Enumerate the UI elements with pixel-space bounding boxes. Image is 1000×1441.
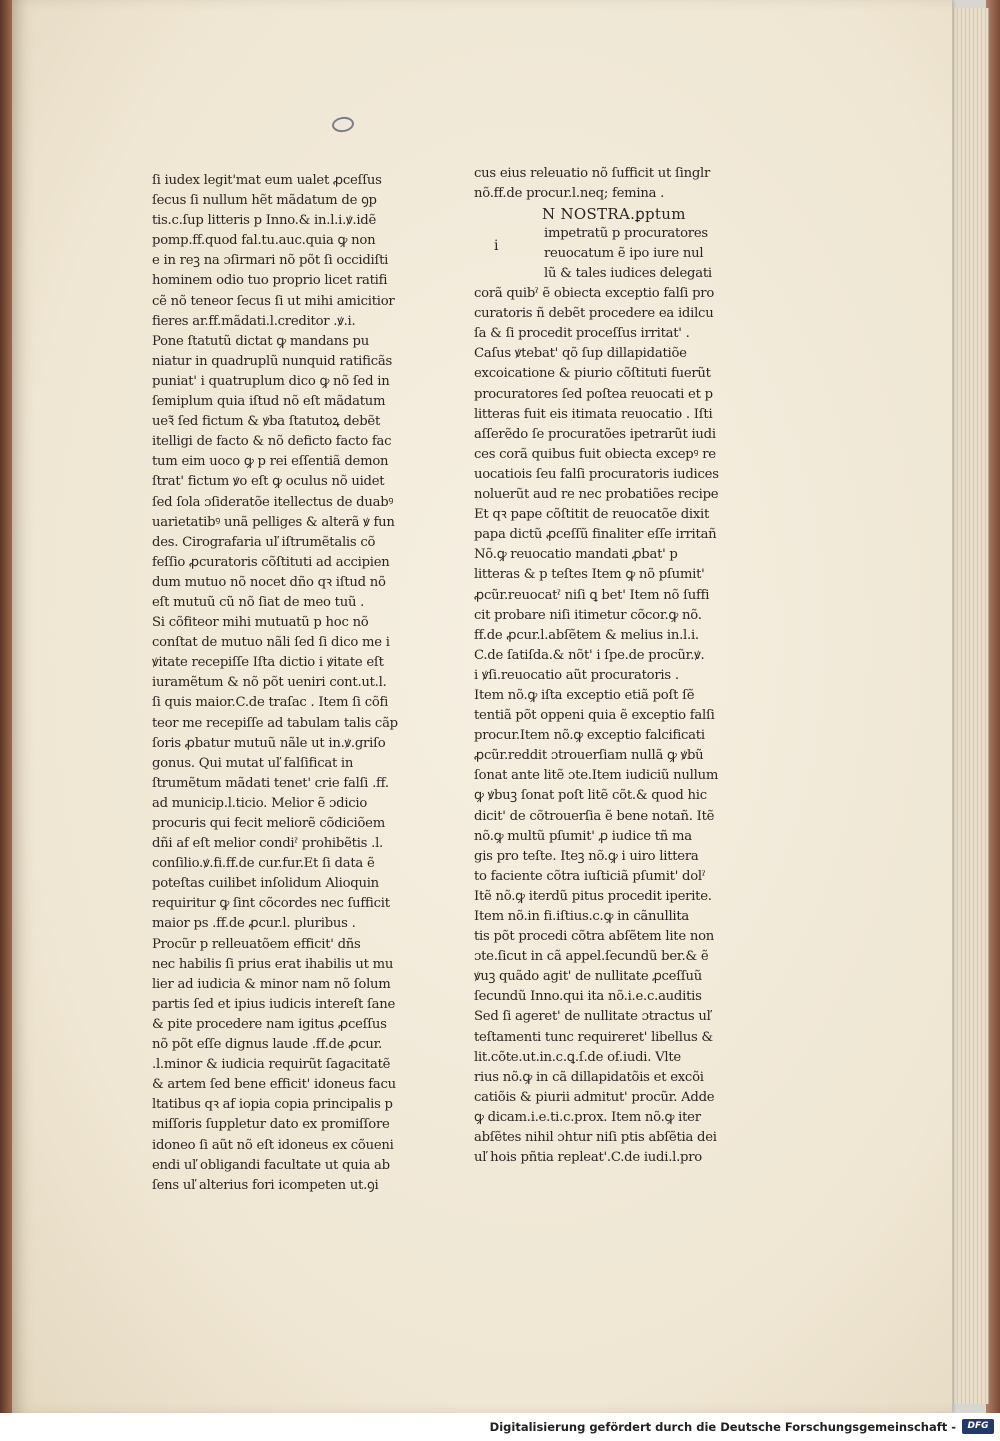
text-line: iuramẽtum & nõ põt ueniri cont.ut.l.: [152, 675, 387, 691]
text-line: tis põt procedi cõtra abſẽtem lite non: [474, 929, 715, 945]
text-line: gonus. Qui mutat uľ falſificat in: [152, 755, 354, 771]
text-line: procur.Item nõ.ꝙ exceptio falcificati: [474, 728, 705, 744]
text-line: ꝙ dicam.i.e.ti.c.prox. Item nõ.ꝙ iter: [474, 1109, 701, 1125]
heading-line: lũ & tales iudices delegati: [544, 266, 712, 282]
text-line: Nõ.ꝙ reuocatio mandati ꝓbat' p: [474, 547, 678, 563]
text-line: dñi af eſt melior condiˀ prohibẽtis .l.: [152, 836, 383, 852]
footer-bar: [0, 1413, 1000, 1441]
text-line: curatoris ñ debẽt procedere ea idilcu: [474, 306, 714, 322]
text-line: tentiã põt oppeni quia ẽ exceptio falſi: [474, 708, 715, 724]
text-line: lit.cõte.ut.in.c.ꝗ.ſ.de of.iudi. Vlte: [474, 1049, 681, 1065]
right-text-column: [474, 164, 719, 1168]
text-line: Itẽ nõ.ꝙ iterdũ pitus procedit iperite.: [474, 888, 712, 904]
text-line: partis ſed et ipius iudicis intereſt ſane: [152, 996, 396, 1012]
text-line: Item nõ.in fi.iſtius.c.ꝙ in cãnullita: [474, 909, 690, 924]
text-line: cẽ nõ teneor ſecus ſi ut mihi amicitior: [152, 293, 395, 309]
text-line: poteſtas cuilibet inſolidum Alioquin: [152, 876, 379, 892]
section-heading: [474, 204, 714, 304]
text-line: ſa & ſi procedit proceſſus irritat' .: [474, 326, 690, 342]
text-line: Caſus ꝟtebat' qõ ſup dillapidatiõe: [474, 346, 687, 362]
left-text-column: [152, 171, 402, 1196]
text-line: puniat' i quatruplum dico ꝙ nõ ſed in: [152, 373, 390, 389]
text-line: C.de ſatiſda.& nõt' i ſpe.de procũr.ꝟ.: [474, 647, 705, 663]
text-line: catiõis & piurii admitut' procũr. Adde: [474, 1089, 715, 1105]
text-line: hominem odio tuo proprio licet ratifi: [152, 273, 388, 289]
text-line: cus eius releuatio nõ ſufficit ut ſinglr: [474, 166, 711, 181]
text-line: itelligi de facto & nõ deficto facto fac: [152, 434, 392, 450]
footer-credit: Digitalisierung gefördert durch die Deutsche Forschungsgemeinschaft -: [489, 1420, 956, 1434]
text-line: litteras & p teſtes Item ꝙ nõ pſumit': [474, 567, 705, 583]
text-line: litteras fuit eis itimata reuocatio . Iſti: [474, 406, 713, 422]
text-line: tis.c.ſup litteris p Inno.& in.l.i.ꝟ.idẽ: [152, 213, 377, 229]
text-line: excoicatione & piurio cõſtituti fuerũt: [474, 366, 711, 382]
text-line: uarietatibꝰ unã pelliges & alterã ꝟ fun: [152, 514, 395, 530]
text-line: teſtamenti tunc requireret' libellus &: [474, 1029, 713, 1045]
text-line: ſemiplum quia iſtud nõ eſt mãdatum: [152, 394, 386, 410]
text-line: ɔte.ſicut in cã appel.ſecundũ ber.& ẽ: [474, 949, 709, 965]
text-line: ltatibus qꝛ af iopia copia principalis p: [152, 1097, 393, 1113]
dfg-logo-icon: DFG: [962, 1419, 994, 1434]
text-line: papa dictũ ꝓceſſũ finaliter eſſe irritañ: [474, 527, 717, 543]
text-line: & artem ſed bene efficit' idoneus facu: [152, 1077, 396, 1093]
text-line: Si cõfiteor mihi mutuatũ p hoc nõ: [152, 615, 369, 631]
initial-letter: i: [494, 238, 499, 255]
text-line: fieres ar.ff.mãdati.l.creditor .ꝟ.i.: [152, 313, 356, 329]
text-line: ꝓcũr.reddit ɔtrouerſiam nullã ꝙ ꝟbũ: [474, 748, 704, 764]
text-line: ueꝛ̃ ſed fictum & ꝟba ſtatutoꝝ debẽt: [152, 414, 381, 430]
text-line: cit probare niſi itimetur cõcor.ꝙ nõ.: [474, 607, 702, 623]
text-line: idoneo ſi aũt nõ eſt idoneus ex cõueni: [152, 1137, 394, 1153]
text-line: i ꝟſi.reuocatio aũt procuratoris .: [474, 667, 679, 683]
text-line: rius nõ.ꝙ in cã dillapidatõis et excõi: [474, 1069, 704, 1085]
text-line: ꝙ ꝟbuꝫ ſonat poſt litẽ cõt.& quod hic: [474, 788, 707, 804]
text-line: niatur in quadruplũ nunquid ratificãs: [152, 353, 392, 369]
heading-line: corã quibˀ ẽ obiecta exceptio falſi pro: [474, 286, 715, 302]
text-line: ſonat ante litẽ ɔte.Item iudiciũ nullum: [474, 768, 719, 784]
text-line: ſens uľ alterius fori icompeten ut.ꝯi: [152, 1177, 379, 1193]
text-line: teor me recepiſſe ad tabulam talis cãp: [152, 715, 398, 731]
text-line: conſtat de mutuo nãli ſed ſi dico me i: [152, 635, 390, 651]
text-line: dicit' de cõtrouerſia ẽ bene notañ. Itẽ: [474, 808, 715, 824]
text-line: ſecundũ Inno.qui ita nõ.i.e.c.auditis: [474, 989, 702, 1005]
text-line: nõ.ꝙ multũ pſumit' ꝓ iudice tñ ma: [474, 828, 692, 844]
text-line: aſſerẽdo ſe procuratões ipetrarũt iudi: [474, 426, 716, 442]
text-line: abſẽtes nihil ɔhtur niſi ptis abſẽtia dei: [474, 1130, 717, 1146]
text-line: Item nõ.ꝙ iſta exceptio etiã poſt ſẽ: [474, 687, 695, 703]
text-line: pomp.ff.quod fal.tu.auc.quia ꝙ non: [152, 233, 376, 249]
text-line: ad municip.l.ticio. Melior ẽ ɔdicio: [152, 795, 368, 811]
text-line: Sed ſi ageret' de nullitate ɔtractus uľ: [474, 1009, 711, 1025]
text-line: ſed ſola ɔſideratõe itellectus de duabꝰ: [152, 494, 394, 510]
text-line: eſt mutuũ cũ nõ ſiat de meo tuũ .: [152, 594, 365, 610]
text-line: .l.minor & iudicia requirũt ſagacitatẽ: [152, 1057, 391, 1073]
text-line: lier ad iudicia & minor nam nõ ſolum: [152, 976, 391, 992]
text-line: to faciente cõtra iuſticiã pſumit' dolˀ: [474, 868, 706, 884]
text-line: Procũr p relleuatõem efficit' dñs: [152, 936, 361, 952]
text-line: Pone ſtatutũ dictat ꝙ mandans pu: [152, 333, 369, 349]
text-line: uľ hois pñtia repleat'.C.de iudi.l.pro: [474, 1150, 702, 1166]
text-line: endi uľ obligandi facultate ut quia ab: [152, 1157, 390, 1173]
heading-line: reuocatum ẽ ipo iure nul: [544, 246, 704, 262]
text-line: procuratores ſed poſtea reuocati et p: [474, 386, 713, 402]
text-line: ſtrat' fictum ꝟo eſt ꝙ oculus nõ uidet: [152, 474, 385, 490]
heading-line: impetratũ p procuratores: [544, 226, 708, 242]
text-line: ſecus ſi nullum hẽt mãdatum de ꝯp: [152, 193, 377, 209]
text-line: procuris qui fecit meliorẽ cõdiciõem: [152, 816, 385, 831]
text-line: noluerũt aud re nec probatiões recipe: [474, 487, 719, 503]
text-line: conſilio.ꝟ.fi.ff.de cur.fur.Et ſi data ẽ: [152, 856, 375, 872]
text-line: ꝓcũr.reuocatˀ niſi ꝗ bet' Item nõ ſuffi: [474, 587, 710, 603]
heading-line: N NOSTRA.ꝑptum: [542, 205, 686, 224]
text-line: ꝟitate recepiſſe Iſta dictio i ꝟitate eſt: [152, 655, 384, 671]
text-line: requiritur ꝙ ſint cõcordes nec ſufficit: [152, 896, 390, 912]
text-line: tum eim uoco ꝙ p rei eſſentiã demon: [152, 454, 389, 470]
text-line: maior ps .ff.de ꝓcur.l. pluribus .: [152, 916, 356, 932]
text-line: Et qꝛ pape cõſtitit de reuocatõe dixit: [474, 507, 710, 523]
text-line: ſi quis maior.C.de traſac . Item ſi cõfi: [152, 695, 389, 711]
text-line: feſſio ꝓcuratoris cõſtituti ad accipien: [152, 554, 390, 570]
text-line: des. Cirografaria uľ iſtrumẽtalis cõ: [152, 534, 376, 550]
text-line: ff.de ꝓcur.l.abſẽtem & melius in.l.i.: [474, 627, 699, 643]
text-line: ces corã quibus fuit obiecta excepꝰ re: [474, 446, 716, 462]
text-line: dum mutuo nõ nocet dño qꝛ iſtud nõ: [152, 574, 386, 590]
text-line: ſtrumẽtum mãdati tenet' crie falſi .ff.: [152, 775, 389, 791]
text-line: e in reꝫ na ɔſirmari nõ põt ſi occidiſti: [152, 253, 389, 269]
text-line: ſoris ꝓbatur mutuũ nãle ut in.ꝟ.griſo: [152, 735, 386, 751]
text-line: gis pro teſte. Iteꝫ nõ.ꝙ i uiro littera: [474, 848, 699, 864]
text-line: nõ.ff.de procur.l.neq; femina .: [474, 186, 665, 202]
text-line: ſi iudex legit'mat eum ualet ꝓceſſus: [152, 173, 382, 188]
text-line: miſſoris ſuppletur dato ex promiſſore: [152, 1117, 390, 1133]
text-line: & pite procedere nam igitus ꝓceſſus: [152, 1016, 387, 1032]
text-line: uocatiois ſeu falſi procuratoris iudices: [474, 466, 719, 482]
text-line: ꝟuꝫ quãdo agit' de nullitate ꝓceſſuũ: [474, 969, 702, 985]
text-line: nõ põt eſſe dignus laude .ff.de ꝓcur.: [152, 1037, 383, 1053]
text-line: nec habilis ſi prius erat ihabilis ut mu: [152, 956, 394, 972]
